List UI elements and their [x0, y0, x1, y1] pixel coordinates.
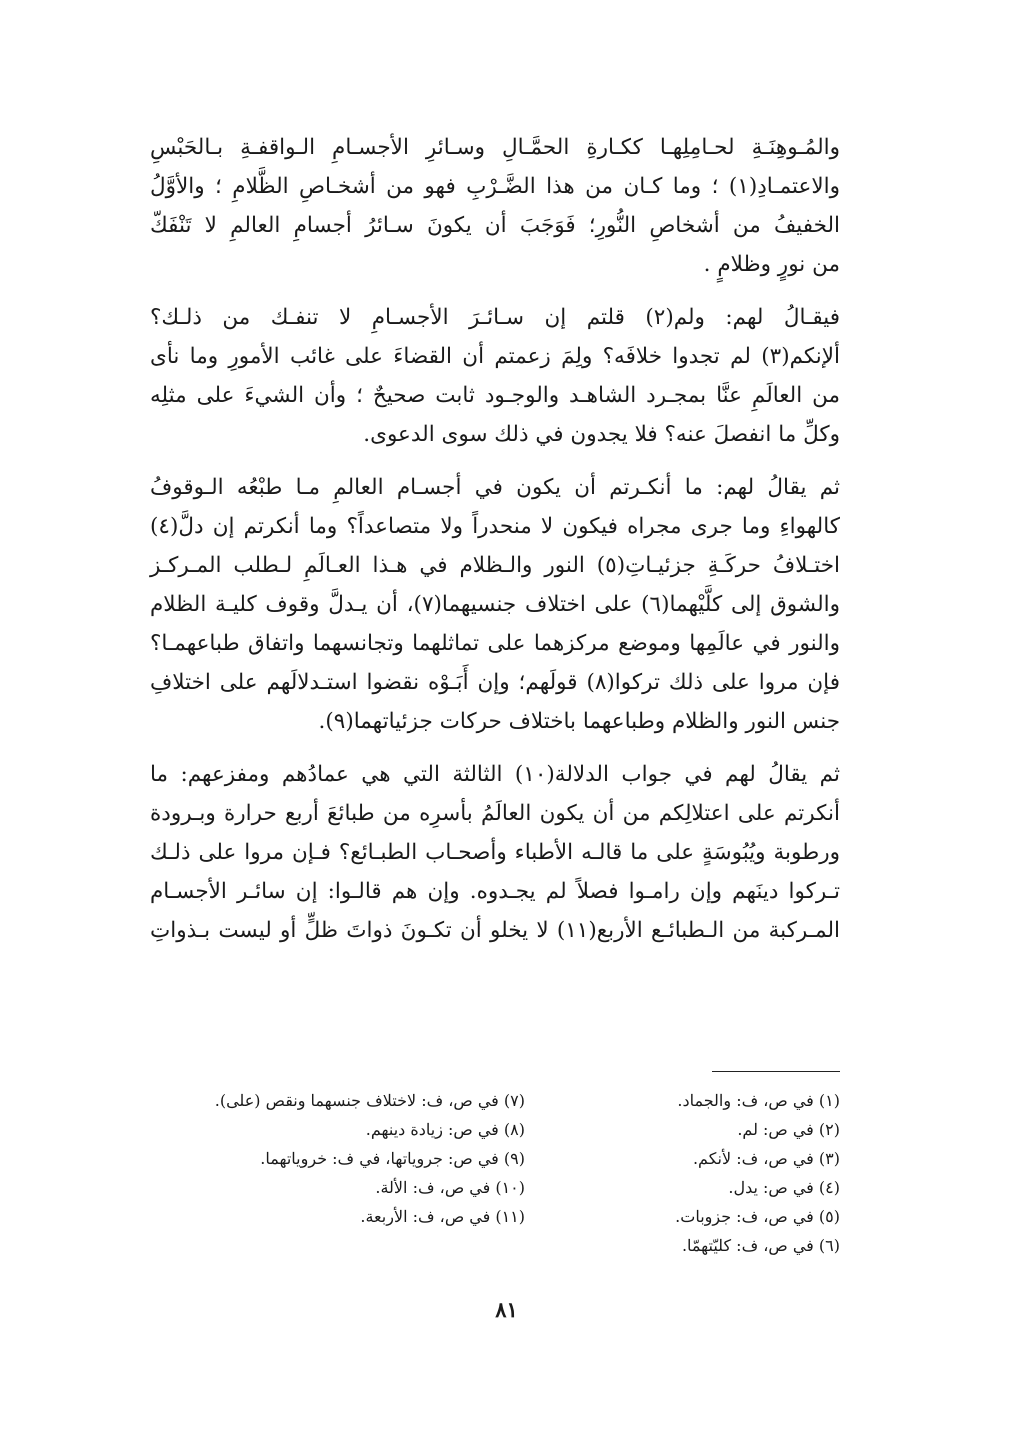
text-line: وكلِّ ما انفصلَ عنه؟ فلا يجدون في ذلك سوى الدعوى. [363, 422, 840, 447]
text-line: الخفيفُ من أشخاصِ النُّورِ؛ فَوَجَبَ أن يكونَ سـائرُ أجسامِ العالمِ لا تَنْفَكّ [150, 213, 840, 238]
text-line: جنس النور والظلام وطباعهما باختلاف حركات جزئياتهما(٩). [318, 709, 840, 734]
text-line: ألإنكم(٣) لم تجدوا خلافَه؟ ولِمَ زعمتم أن القضاءَ على غائب الأمورِ وما نأى [150, 344, 840, 369]
footnote: (٥) في ص، ف: جزوبات. [675, 1207, 840, 1226]
paragraph-4 [150, 755, 840, 950]
text-line: المـركبة من الـطبائـع الأربع(١١) لا يخلو أن تكـونَ ذواتَ ظلٍّ أو ليست بـذواتِ [150, 918, 840, 943]
footnote: (٧) في ص، ف: لاختلاف جنسهما ونقص (على). [214, 1091, 525, 1110]
text-line: ثم يقالُ لهم في جواب الدلالة(١٠) الثالثة التي هي عمادُهم ومفزعهم: ما [150, 762, 840, 787]
footnote: (١١) في ص، ف: الأربعة. [360, 1207, 525, 1226]
text-line: فيقـالُ لهم: ولم(٢) قلتم إن سـائـرَ الأجسـامِ لا تنفـك من ذلـك؟ [150, 305, 840, 330]
main-text [150, 128, 840, 964]
footnote: (١٠) في ص، ف: الألة. [375, 1178, 525, 1197]
footnote: (٩) في ص: جروياتها، في ف: خروياتهما. [260, 1149, 525, 1168]
text-line: والاعتمـادِ(١) ؛ وما كـان من هذا الضَّـرْبِ فهو من أشخـاصِ الظَّلامِ ؛ والأوَّلُ [150, 174, 840, 199]
text-line: والنور في عالَمِها وموضع مركزهما على تماثلهما وتجانسهما واتفاق طباعهمـا؟ [150, 631, 840, 656]
text-line: والشوق إلى كلَّيْهما(٦) على اختلاف جنسيهما(٧)، أن يـدلَّ وقوف كليـة الظلام [150, 592, 840, 617]
text-line: اختـلافُ حركَـةِ جزئيـاتِ(٥) النور والـظلام في هـذا العـالَمِ لـطلب المـركـز [150, 553, 840, 578]
footnote: (١) في ص، ف: والجماد. [677, 1091, 840, 1110]
footnotes-right-column [560, 1086, 840, 1260]
text-line: والمُـوهِنَـةِ لحـامِلِهـا ككـارةِ الحمَّـالِ وسـائرِ الأجسـامِ الـواقفـةِ بـالحَبْسِ [150, 135, 840, 160]
paragraph-2 [150, 298, 840, 454]
text-line: كالهواءِ وما جرى مجراه فيكون لا منحدراً ولا متصاعداً؟ وما أنكرتم إن دلَّ(٤) [150, 514, 840, 539]
page-number: ٨١ [495, 1297, 518, 1322]
footnotes-left-column [130, 1086, 525, 1231]
text-line: من نورٍ وظلامٍ . [703, 252, 840, 277]
text-line: تـركوا دينَهم وإن رامـوا فصلاً لم يجـدوه. وإن هم قالـوا: إن سائـر الأجسـام [150, 879, 840, 904]
footnote: (٨) في ص: زيادة دينهم. [365, 1120, 525, 1139]
footnote: (٣) في ص، ف: لأنكم. [692, 1149, 840, 1168]
footnote: (٦) في ص، ف: كليّتهمّا. [681, 1236, 840, 1255]
text-line: ورطوبة ويُبُوسَةٍ على ما قالـه الأطباء وأصحـاب الطبـائع؟ فـإن مروا على ذلـك [150, 840, 840, 865]
paragraph-3 [150, 468, 840, 741]
footnote-separator [712, 1071, 840, 1072]
text-line: فإن مروا على ذلك تركوا(٨) قولَهم؛ وإن أَبَـوْه نقضوا استـدلالَهم على اختلافِ [150, 670, 840, 695]
text-line: أنكرتم على اعتلالِكم من أن يكون العالَمُ بأسرِه من طبائعَ أربع حرارة وبـرودة [150, 801, 840, 826]
footnote: (٢) في ص: لم. [737, 1120, 840, 1139]
text-line: من العالَمِ عنَّا بمجـرد الشاهـد والوجـود ثابت صحيحٌ ؛ وأن الشيءَ على مثلِه [150, 383, 840, 408]
footnote: (٤) في ص: يدل. [728, 1178, 840, 1197]
text-line: ثم يقالُ لهم: ما أنكـرتم أن يكون في أجسـام العالمِ مـا طبْعُه الـوقوفُ [150, 475, 840, 500]
paragraph-1 [150, 128, 840, 284]
